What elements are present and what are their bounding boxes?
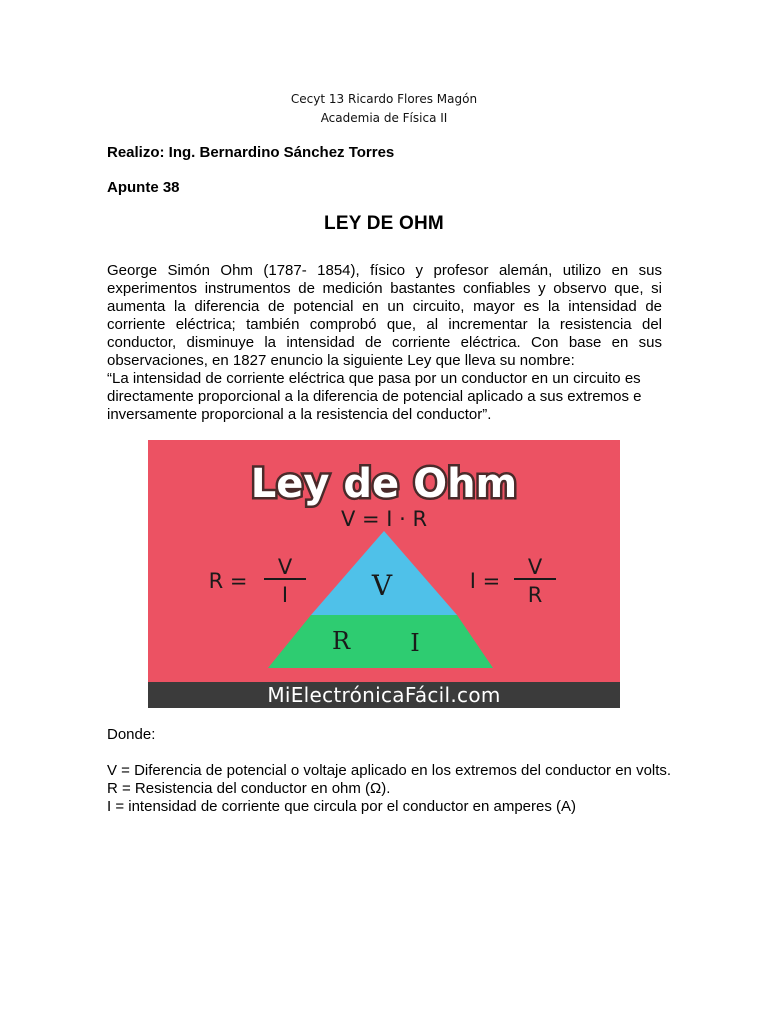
ohm-law-figure xyxy=(148,440,620,708)
definitions-list xyxy=(107,762,687,816)
formula-left-lhs: R = xyxy=(208,569,248,593)
note-label: Apunte 38 xyxy=(107,179,180,196)
intro-paragraph: George Simón Ohm (1787- 1854), físico y profesor alemán, utilizo en sus experimentos instrumentos de medición bastantes confiables y observo que, si aumenta la diferencia de potencial en un circuito, mayor es la intensidad de corriente eléctrica; también comprobó que, al incrementar la resistencia del conductor, disminuye la intensidad de corriente eléctrica. Con base en sus observaciones, en 1827 enuncio la siguiente Ley que lleva su nombre: xyxy=(107,262,662,369)
triangle-label-i: I xyxy=(410,629,420,657)
triangle-label-v: V xyxy=(371,569,393,602)
page-title: LEY DE OHM xyxy=(324,213,444,234)
figure-heading: Ley de Ohm xyxy=(250,461,518,507)
document-header xyxy=(0,90,768,128)
ohm-law-diagram xyxy=(148,440,620,708)
school-name: Cecyt 13 Ricardo Flores Magón xyxy=(290,92,478,106)
formula-right-denominator: R xyxy=(527,583,543,607)
formula-right-lhs: I = xyxy=(469,569,501,593)
body-text xyxy=(107,262,662,424)
formula-top: V = I · R xyxy=(340,507,428,531)
academy-name: Academia de Física II xyxy=(320,111,448,125)
formula-left-numerator: V xyxy=(277,555,293,579)
formula-left-denominator: I xyxy=(281,583,289,607)
triangle-label-r: R xyxy=(331,627,351,655)
formula-right-numerator: V xyxy=(527,555,543,579)
law-quote: “La intensidad de corriente eléctrica que pasa por un conductor en un circuito es directamente proporcional a la diferencia de potencial aplicado a sus extremos e inversamente proporcional a la resistencia del conductor”. xyxy=(107,370,642,423)
figure-watermark: MiElectrónicaFácil.com xyxy=(148,682,620,708)
triangle-bottom-section xyxy=(268,615,493,668)
definition-r: R = Resistencia del conductor en ohm (Ω). xyxy=(107,780,391,797)
definition-i: I = intensidad de corriente que circula por el conductor en amperes (A) xyxy=(107,798,577,815)
author-line: Realizo: Ing. Bernardino Sánchez Torres xyxy=(107,144,395,161)
definition-v: V = Diferencia de potencial o voltaje aplicado en los extremos del conductor en volts. xyxy=(107,762,672,779)
donde-label: Donde: xyxy=(107,726,156,743)
